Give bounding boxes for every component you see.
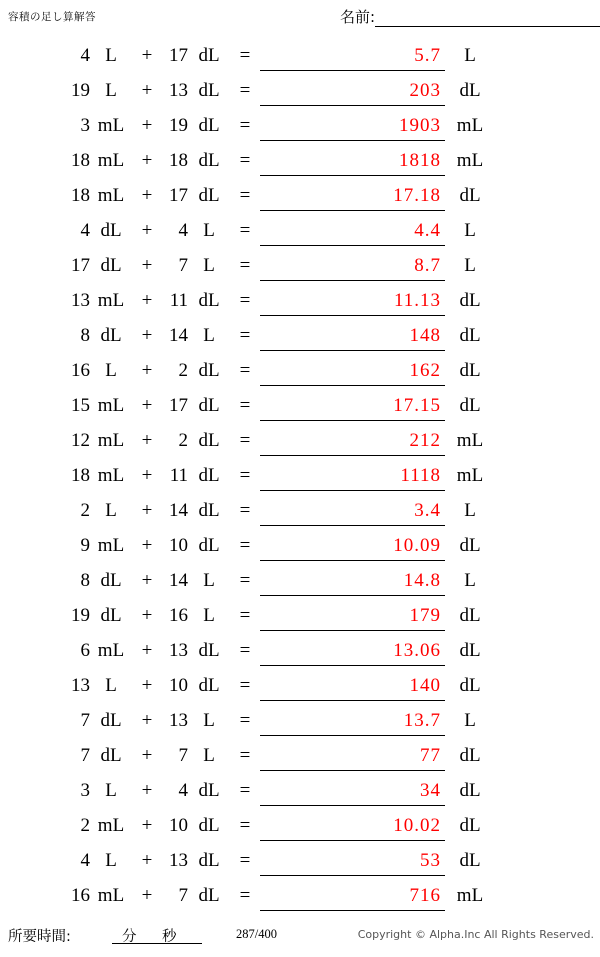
- equals-sign: =: [239, 360, 251, 381]
- answer-area: [260, 463, 489, 491]
- equals-sign: =: [239, 640, 251, 661]
- answer-value[interactable]: 11.13: [260, 288, 445, 316]
- operand-b: 11: [169, 290, 188, 311]
- answer-area: [260, 253, 489, 281]
- answer-value[interactable]: 4.4: [260, 218, 445, 246]
- operand-b-unit: dL: [198, 465, 220, 486]
- answer-area: [260, 883, 489, 911]
- answer-unit: dL: [459, 850, 481, 871]
- operand-b-unit: dL: [198, 430, 220, 451]
- operand-b-unit: dL: [198, 360, 220, 381]
- answer-unit: dL: [459, 745, 481, 766]
- operator: +: [141, 885, 153, 906]
- equals-sign: =: [239, 325, 251, 346]
- equals-sign: =: [239, 150, 251, 171]
- problem-row: [0, 316, 600, 351]
- operand-b: 14: [169, 570, 188, 591]
- operator: +: [141, 430, 153, 451]
- equals-sign: =: [239, 500, 251, 521]
- operand-b-unit: dL: [198, 185, 220, 206]
- operand-b: 10: [169, 675, 188, 696]
- operand-b: 14: [169, 325, 188, 346]
- problem-row: [0, 491, 600, 526]
- answer-value[interactable]: 1818: [260, 148, 445, 176]
- answer-area: [260, 78, 489, 106]
- operand-b: 13: [169, 640, 188, 661]
- operand-b-unit: dL: [198, 290, 220, 311]
- equals-sign: =: [239, 605, 251, 626]
- answer-value[interactable]: 34: [260, 778, 445, 806]
- answer-value[interactable]: 77: [260, 743, 445, 771]
- operand-b-unit: dL: [198, 640, 220, 661]
- operand-a: 8: [80, 570, 90, 591]
- answer-area: [260, 183, 489, 211]
- answer-value[interactable]: 5.7: [260, 43, 445, 71]
- answer-unit: L: [464, 255, 476, 276]
- problem-row: [0, 596, 600, 631]
- operand-b-unit: dL: [198, 80, 220, 101]
- answer-value[interactable]: 3.4: [260, 498, 445, 526]
- operand-a: 19: [71, 605, 90, 626]
- operand-a: 19: [71, 80, 90, 101]
- answer-unit: mL: [456, 115, 484, 136]
- operator: +: [141, 780, 153, 801]
- answer-unit: dL: [459, 360, 481, 381]
- answer-area: [260, 673, 489, 701]
- answer-area: [260, 393, 489, 421]
- operand-a: 18: [71, 465, 90, 486]
- problem-row: [0, 421, 600, 456]
- operand-a-unit: dL: [100, 710, 122, 731]
- operand-b: 2: [178, 430, 188, 451]
- page-footer: [0, 925, 600, 949]
- operand-a-unit: dL: [100, 325, 122, 346]
- operand-b: 4: [178, 780, 188, 801]
- operand-a-unit: dL: [100, 745, 122, 766]
- operator: +: [141, 605, 153, 626]
- operand-b: 13: [169, 710, 188, 731]
- answer-unit: dL: [459, 325, 481, 346]
- operand-b: 17: [169, 45, 188, 66]
- operand-b: 11: [169, 465, 188, 486]
- equals-sign: =: [239, 185, 251, 206]
- operand-a: 7: [80, 710, 90, 731]
- operand-a: 15: [71, 395, 90, 416]
- operand-b-unit: L: [203, 710, 215, 731]
- answer-value[interactable]: 10.09: [260, 533, 445, 561]
- problem-row: [0, 841, 600, 876]
- operator: +: [141, 150, 153, 171]
- operand-a: 16: [71, 885, 90, 906]
- answer-unit: mL: [456, 885, 484, 906]
- answer-area: [260, 113, 489, 141]
- problem-row: [0, 106, 600, 141]
- operand-a: 18: [71, 150, 90, 171]
- operand-a-unit: dL: [100, 220, 122, 241]
- operator: +: [141, 745, 153, 766]
- operand-a: 18: [71, 185, 90, 206]
- operand-b: 18: [169, 150, 188, 171]
- equals-sign: =: [239, 850, 251, 871]
- operand-a-unit: L: [105, 80, 117, 101]
- operator: +: [141, 290, 153, 311]
- operand-b: 17: [169, 185, 188, 206]
- operand-b-unit: dL: [198, 395, 220, 416]
- operand-b: 10: [169, 535, 188, 556]
- problem-row: [0, 561, 600, 596]
- answer-area: [260, 358, 489, 386]
- answer-value[interactable]: 17.15: [260, 393, 445, 421]
- equals-sign: =: [239, 430, 251, 451]
- equals-sign: =: [239, 570, 251, 591]
- equals-sign: =: [239, 220, 251, 241]
- answer-unit: L: [464, 45, 476, 66]
- problem-row: [0, 351, 600, 386]
- answer-unit: dL: [459, 185, 481, 206]
- operand-a-unit: mL: [97, 535, 125, 556]
- answer-unit: L: [464, 570, 476, 591]
- operand-a: 3: [80, 780, 90, 801]
- problem-row: [0, 456, 600, 491]
- answer-area: [260, 428, 489, 456]
- answer-value[interactable]: 1118: [260, 463, 445, 491]
- answer-area: [260, 813, 489, 841]
- answer-area: [260, 603, 489, 631]
- equals-sign: =: [239, 885, 251, 906]
- answer-unit: mL: [456, 150, 484, 171]
- answer-unit: dL: [459, 535, 481, 556]
- equals-sign: =: [239, 780, 251, 801]
- problem-row: [0, 36, 600, 71]
- operand-a-unit: mL: [97, 430, 125, 451]
- answer-value[interactable]: 13.7: [260, 708, 445, 736]
- equals-sign: =: [239, 45, 251, 66]
- operand-a: 13: [71, 290, 90, 311]
- problem-row: [0, 211, 600, 246]
- answer-area: [260, 43, 489, 71]
- operator: +: [141, 220, 153, 241]
- operand-b: 7: [178, 745, 188, 766]
- operand-a: 12: [71, 430, 90, 451]
- answer-area: [260, 498, 489, 526]
- problem-row: [0, 631, 600, 666]
- operand-b: 17: [169, 395, 188, 416]
- equals-sign: =: [239, 290, 251, 311]
- operand-a-unit: mL: [97, 640, 125, 661]
- problem-row: [0, 246, 600, 281]
- name-label: 名前:: [340, 8, 376, 26]
- name-input-line[interactable]: [375, 10, 600, 27]
- problem-row: [0, 876, 600, 911]
- operator: +: [141, 850, 153, 871]
- answer-area: [260, 288, 489, 316]
- operand-a-unit: L: [105, 500, 117, 521]
- operand-a-unit: L: [105, 850, 117, 871]
- answer-unit: dL: [459, 80, 481, 101]
- operator: +: [141, 255, 153, 276]
- problem-row: [0, 736, 600, 771]
- answer-unit: dL: [459, 290, 481, 311]
- answer-area: [260, 568, 489, 596]
- operand-b: 7: [178, 885, 188, 906]
- operand-b: 13: [169, 80, 188, 101]
- answer-value[interactable]: 212: [260, 428, 445, 456]
- answer-value[interactable]: 716: [260, 883, 445, 911]
- problem-row: [0, 281, 600, 316]
- answer-unit: dL: [459, 640, 481, 661]
- answer-value[interactable]: 1903: [260, 113, 445, 141]
- problem-row: [0, 806, 600, 841]
- operator: +: [141, 640, 153, 661]
- operator: +: [141, 115, 153, 136]
- answer-unit: dL: [459, 675, 481, 696]
- operand-b-unit: dL: [198, 115, 220, 136]
- operand-b: 16: [169, 605, 188, 626]
- operand-a: 2: [80, 815, 90, 836]
- answer-area: [260, 638, 489, 666]
- operand-a-unit: mL: [97, 815, 125, 836]
- answer-unit: dL: [459, 395, 481, 416]
- answer-area: [260, 148, 489, 176]
- operand-a-unit: L: [105, 780, 117, 801]
- operand-a: 9: [80, 535, 90, 556]
- operand-b-unit: dL: [198, 850, 220, 871]
- operand-b: 13: [169, 850, 188, 871]
- operand-a-unit: L: [105, 675, 117, 696]
- equals-sign: =: [239, 465, 251, 486]
- operand-b-unit: L: [203, 745, 215, 766]
- operand-a: 3: [80, 115, 90, 136]
- problem-list: [0, 36, 600, 911]
- answer-unit: L: [464, 710, 476, 731]
- operand-b-unit: dL: [198, 45, 220, 66]
- operand-b: 4: [178, 220, 188, 241]
- operand-a-unit: L: [105, 45, 117, 66]
- operand-a-unit: mL: [97, 150, 125, 171]
- operand-a-unit: mL: [97, 465, 125, 486]
- operand-b: 14: [169, 500, 188, 521]
- equals-sign: =: [239, 675, 251, 696]
- answer-area: [260, 323, 489, 351]
- operand-a: 16: [71, 360, 90, 381]
- operator: +: [141, 500, 153, 521]
- answer-value[interactable]: 53: [260, 848, 445, 876]
- answer-area: [260, 778, 489, 806]
- answer-unit: dL: [459, 780, 481, 801]
- operand-b-unit: dL: [198, 780, 220, 801]
- operator: +: [141, 80, 153, 101]
- answer-value[interactable]: 203: [260, 78, 445, 106]
- operator: +: [141, 185, 153, 206]
- equals-sign: =: [239, 745, 251, 766]
- page-title: 容積の足し算解答: [8, 11, 96, 23]
- operand-a: 2: [80, 500, 90, 521]
- answer-unit: dL: [459, 605, 481, 626]
- operator: +: [141, 815, 153, 836]
- operator: +: [141, 465, 153, 486]
- operator: +: [141, 535, 153, 556]
- answer-value[interactable]: 8.7: [260, 253, 445, 281]
- operand-a-unit: dL: [100, 605, 122, 626]
- equals-sign: =: [239, 115, 251, 136]
- problem-row: [0, 666, 600, 701]
- answer-value[interactable]: 10.02: [260, 813, 445, 841]
- equals-sign: =: [239, 80, 251, 101]
- operator: +: [141, 570, 153, 591]
- answer-area: [260, 533, 489, 561]
- operand-b-unit: dL: [198, 500, 220, 521]
- minutes-unit-label: 分: [122, 929, 137, 945]
- operator: +: [141, 360, 153, 381]
- operand-a: 8: [80, 325, 90, 346]
- operand-a-unit: mL: [97, 115, 125, 136]
- operator: +: [141, 675, 153, 696]
- operand-a-unit: dL: [100, 570, 122, 591]
- operand-b-unit: dL: [198, 150, 220, 171]
- operand-a: 4: [80, 45, 90, 66]
- operand-a: 4: [80, 220, 90, 241]
- page-header: [0, 0, 600, 34]
- operand-b: 7: [178, 255, 188, 276]
- answer-unit: mL: [456, 430, 484, 451]
- answer-area: [260, 743, 489, 771]
- problem-row: [0, 141, 600, 176]
- operand-b: 2: [178, 360, 188, 381]
- equals-sign: =: [239, 535, 251, 556]
- answer-unit: L: [464, 220, 476, 241]
- problem-row: [0, 71, 600, 106]
- operator: +: [141, 325, 153, 346]
- answer-value[interactable]: 13.06: [260, 638, 445, 666]
- answer-value[interactable]: 162: [260, 358, 445, 386]
- problem-row: [0, 526, 600, 561]
- equals-sign: =: [239, 710, 251, 731]
- operand-b-unit: dL: [198, 675, 220, 696]
- equals-sign: =: [239, 815, 251, 836]
- operand-b: 19: [169, 115, 188, 136]
- operand-b: 10: [169, 815, 188, 836]
- answer-area: [260, 708, 489, 736]
- problem-row: [0, 771, 600, 806]
- operator: +: [141, 45, 153, 66]
- time-required-label: 所要時間:: [8, 929, 71, 945]
- answer-unit: L: [464, 500, 476, 521]
- answer-unit: mL: [456, 465, 484, 486]
- operator: +: [141, 710, 153, 731]
- answer-value[interactable]: 179: [260, 603, 445, 631]
- operand-a-unit: L: [105, 360, 117, 381]
- operand-a: 17: [71, 255, 90, 276]
- operand-a-unit: mL: [97, 290, 125, 311]
- copyright-notice: Copyright © Alpha.Inc All Rights Reserved.: [357, 928, 594, 941]
- answer-unit: dL: [459, 815, 481, 836]
- operand-b-unit: L: [203, 570, 215, 591]
- answer-value[interactable]: 140: [260, 673, 445, 701]
- equals-sign: =: [239, 255, 251, 276]
- problem-row: [0, 176, 600, 211]
- answer-area: [260, 848, 489, 876]
- name-field-area: [340, 6, 600, 27]
- operand-b-unit: L: [203, 605, 215, 626]
- answer-value[interactable]: 148: [260, 323, 445, 351]
- operand-a: 13: [71, 675, 90, 696]
- operand-b-unit: dL: [198, 815, 220, 836]
- page-number: 287/400: [236, 927, 277, 941]
- operand-a: 6: [80, 640, 90, 661]
- operand-a-unit: mL: [97, 185, 125, 206]
- operand-a-unit: mL: [97, 885, 125, 906]
- operand-a-unit: mL: [97, 395, 125, 416]
- seconds-unit-label: 秒: [162, 929, 177, 945]
- problem-row: [0, 386, 600, 421]
- answer-value[interactable]: 17.18: [260, 183, 445, 211]
- answer-area: [260, 218, 489, 246]
- operand-b-unit: dL: [198, 885, 220, 906]
- answer-value[interactable]: 14.8: [260, 568, 445, 596]
- problem-row: [0, 701, 600, 736]
- operand-b-unit: L: [203, 255, 215, 276]
- operator: +: [141, 395, 153, 416]
- operand-a-unit: dL: [100, 255, 122, 276]
- operand-b-unit: dL: [198, 535, 220, 556]
- operand-b-unit: L: [203, 220, 215, 241]
- operand-a: 7: [80, 745, 90, 766]
- operand-a: 4: [80, 850, 90, 871]
- equals-sign: =: [239, 395, 251, 416]
- operand-b-unit: L: [203, 325, 215, 346]
